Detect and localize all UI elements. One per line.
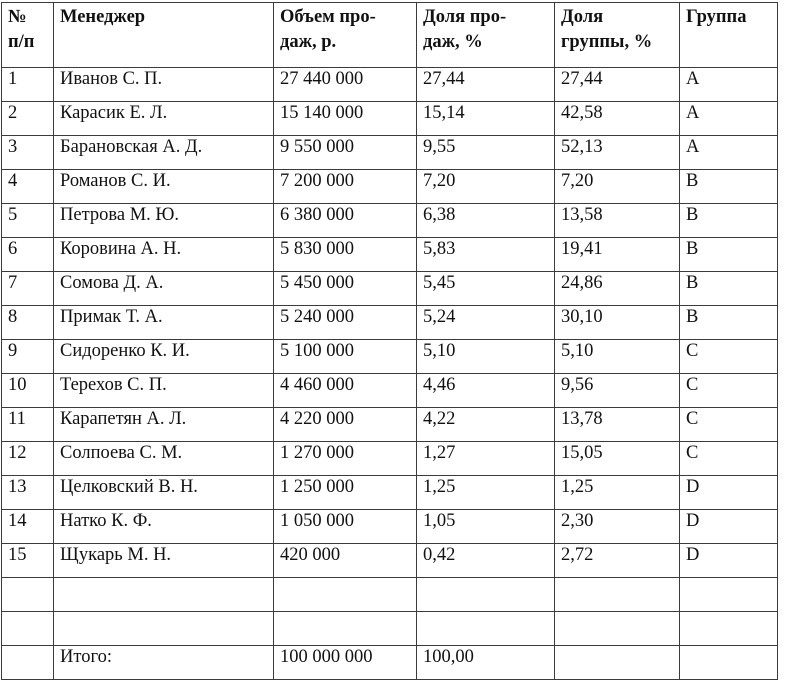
cell-group: B — [680, 170, 778, 204]
column-header-group-share-line2: группы, % — [561, 31, 653, 52]
cell-number: 7 — [2, 272, 54, 306]
cell-sales-share: 0,42 — [417, 544, 555, 578]
cell-manager: Целковский В. Н. — [54, 476, 274, 510]
cell-number: 10 — [2, 374, 54, 408]
cell-group-share: 5,10 — [555, 340, 680, 374]
cell-manager: Итого: — [54, 646, 274, 680]
cell-sales-volume: 1 250 000 — [274, 476, 417, 510]
cell-sales-volume: 4 220 000 — [274, 408, 417, 442]
table-row — [2, 476, 778, 510]
cell-sales-volume: 7 200 000 — [274, 170, 417, 204]
cell-manager: Натко К. Ф. — [54, 510, 274, 544]
cell-group — [680, 646, 778, 680]
table-row — [2, 102, 778, 136]
cell-group-share: 52,13 — [555, 136, 680, 170]
cell-sales-volume: 6 380 000 — [274, 204, 417, 238]
column-header-group-label: Группа — [686, 7, 747, 27]
cell-group — [680, 578, 778, 612]
column-header-number-line1: № — [8, 7, 27, 27]
cell-number — [2, 578, 54, 612]
cell-group-share: 30,10 — [555, 306, 680, 340]
cell-manager: Сомова Д. А. — [54, 272, 274, 306]
column-header-group — [680, 3, 778, 68]
cell-sales-share: 1,25 — [417, 476, 555, 510]
cell-manager: Солпоева С. М. — [54, 442, 274, 476]
cell-number: 12 — [2, 442, 54, 476]
table-row-empty — [2, 612, 778, 646]
cell-number — [2, 646, 54, 680]
cell-group-share — [555, 612, 680, 646]
cell-number: 15 — [2, 544, 54, 578]
cell-number: 3 — [2, 136, 54, 170]
cell-sales-share: 100,00 — [417, 646, 555, 680]
cell-number: 1 — [2, 68, 54, 102]
cell-group-share: 9,56 — [555, 374, 680, 408]
cell-sales-share: 5,45 — [417, 272, 555, 306]
cell-manager: Примак Т. А. — [54, 306, 274, 340]
cell-group-share: 1,25 — [555, 476, 680, 510]
column-header-manager-label: Менеджер — [60, 7, 146, 27]
cell-sales-share: 15,14 — [417, 102, 555, 136]
cell-sales-share: 1,27 — [417, 442, 555, 476]
cell-group: D — [680, 544, 778, 578]
cell-manager: Барановская А. Д. — [54, 136, 274, 170]
cell-group-share — [555, 646, 680, 680]
table-row — [2, 340, 778, 374]
cell-group: B — [680, 306, 778, 340]
table-row — [2, 510, 778, 544]
cell-sales-volume: 5 830 000 — [274, 238, 417, 272]
cell-group-share: 7,20 — [555, 170, 680, 204]
cell-number: 6 — [2, 238, 54, 272]
column-header-manager — [54, 3, 274, 68]
table-row — [2, 374, 778, 408]
cell-group: A — [680, 136, 778, 170]
cell-number: 9 — [2, 340, 54, 374]
column-header-number — [2, 3, 54, 68]
cell-group: A — [680, 102, 778, 136]
table-row — [2, 272, 778, 306]
cell-number: 8 — [2, 306, 54, 340]
column-header-sales-share-line1: Доля про- — [423, 7, 507, 27]
cell-sales-share: 27,44 — [417, 68, 555, 102]
cell-group-share: 15,05 — [555, 442, 680, 476]
cell-manager: Романов С. И. — [54, 170, 274, 204]
cell-group: B — [680, 238, 778, 272]
table-row — [2, 544, 778, 578]
cell-group — [680, 612, 778, 646]
table-row — [2, 204, 778, 238]
cell-sales-share: 4,46 — [417, 374, 555, 408]
table-row — [2, 408, 778, 442]
cell-group-share: 27,44 — [555, 68, 680, 102]
cell-sales-share: 4,22 — [417, 408, 555, 442]
cell-group: C — [680, 408, 778, 442]
column-header-sales-share-line2: даж, % — [423, 31, 483, 52]
cell-group-share: 19,41 — [555, 238, 680, 272]
cell-sales-share: 9,55 — [417, 136, 555, 170]
cell-number: 2 — [2, 102, 54, 136]
cell-sales-volume: 27 440 000 — [274, 68, 417, 102]
cell-manager: Сидоренко К. И. — [54, 340, 274, 374]
cell-manager: Щукарь М. Н. — [54, 544, 274, 578]
table-row — [2, 170, 778, 204]
column-header-sales-share — [417, 3, 555, 68]
column-header-group-share-line1: Доля — [561, 7, 604, 27]
cell-sales-share: 5,10 — [417, 340, 555, 374]
column-header-sales-volume-line1: Объем про- — [280, 7, 376, 27]
sales-table — [1, 2, 778, 680]
cell-sales-share: 7,20 — [417, 170, 555, 204]
cell-group: D — [680, 510, 778, 544]
table-row — [2, 442, 778, 476]
cell-group: C — [680, 374, 778, 408]
cell-manager: Петрова М. Ю. — [54, 204, 274, 238]
cell-sales-volume: 5 450 000 — [274, 272, 417, 306]
cell-sales-volume: 5 100 000 — [274, 340, 417, 374]
cell-manager — [54, 612, 274, 646]
cell-sales-volume: 4 460 000 — [274, 374, 417, 408]
cell-group-share — [555, 578, 680, 612]
cell-sales-volume: 5 240 000 — [274, 306, 417, 340]
cell-number — [2, 612, 54, 646]
cell-sales-share: 5,24 — [417, 306, 555, 340]
cell-group: C — [680, 442, 778, 476]
cell-group-share: 2,72 — [555, 544, 680, 578]
cell-number: 4 — [2, 170, 54, 204]
table-body — [2, 68, 778, 680]
cell-sales-volume: 9 550 000 — [274, 136, 417, 170]
cell-sales-volume: 1 050 000 — [274, 510, 417, 544]
cell-sales-volume: 15 140 000 — [274, 102, 417, 136]
cell-group: B — [680, 272, 778, 306]
cell-group: B — [680, 204, 778, 238]
cell-sales-share: 6,38 — [417, 204, 555, 238]
table-row-totals — [2, 646, 778, 680]
cell-sales-volume: 1 270 000 — [274, 442, 417, 476]
cell-sales-volume: 100 000 000 — [274, 646, 417, 680]
cell-manager: Терехов С. П. — [54, 374, 274, 408]
cell-group-share: 42,58 — [555, 102, 680, 136]
cell-group: A — [680, 68, 778, 102]
cell-group-share: 2,30 — [555, 510, 680, 544]
cell-number: 13 — [2, 476, 54, 510]
cell-group-share: 13,58 — [555, 204, 680, 238]
table-row — [2, 238, 778, 272]
cell-group: D — [680, 476, 778, 510]
cell-number: 11 — [2, 408, 54, 442]
cell-manager: Карапетян А. Л. — [54, 408, 274, 442]
cell-manager: Иванов С. П. — [54, 68, 274, 102]
table-row-empty — [2, 578, 778, 612]
header-row — [2, 3, 778, 68]
cell-group-share: 24,86 — [555, 272, 680, 306]
cell-group-share: 13,78 — [555, 408, 680, 442]
table-row — [2, 306, 778, 340]
cell-sales-share: 1,05 — [417, 510, 555, 544]
cell-manager — [54, 578, 274, 612]
cell-sales-volume: 420 000 — [274, 544, 417, 578]
cell-number: 5 — [2, 204, 54, 238]
cell-sales-share — [417, 612, 555, 646]
column-header-sales-volume — [274, 3, 417, 68]
column-header-number-line2: п/п — [8, 31, 35, 52]
cell-manager: Коровина А. Н. — [54, 238, 274, 272]
table-row — [2, 136, 778, 170]
cell-sales-volume — [274, 612, 417, 646]
table-header — [2, 3, 778, 68]
cell-group: C — [680, 340, 778, 374]
cell-manager: Карасик Е. Л. — [54, 102, 274, 136]
cell-number: 14 — [2, 510, 54, 544]
column-header-group-share — [555, 3, 680, 68]
cell-sales-share — [417, 578, 555, 612]
column-header-sales-volume-line2: даж, р. — [280, 31, 337, 52]
cell-sales-volume — [274, 578, 417, 612]
cell-sales-share: 5,83 — [417, 238, 555, 272]
table-row — [2, 68, 778, 102]
